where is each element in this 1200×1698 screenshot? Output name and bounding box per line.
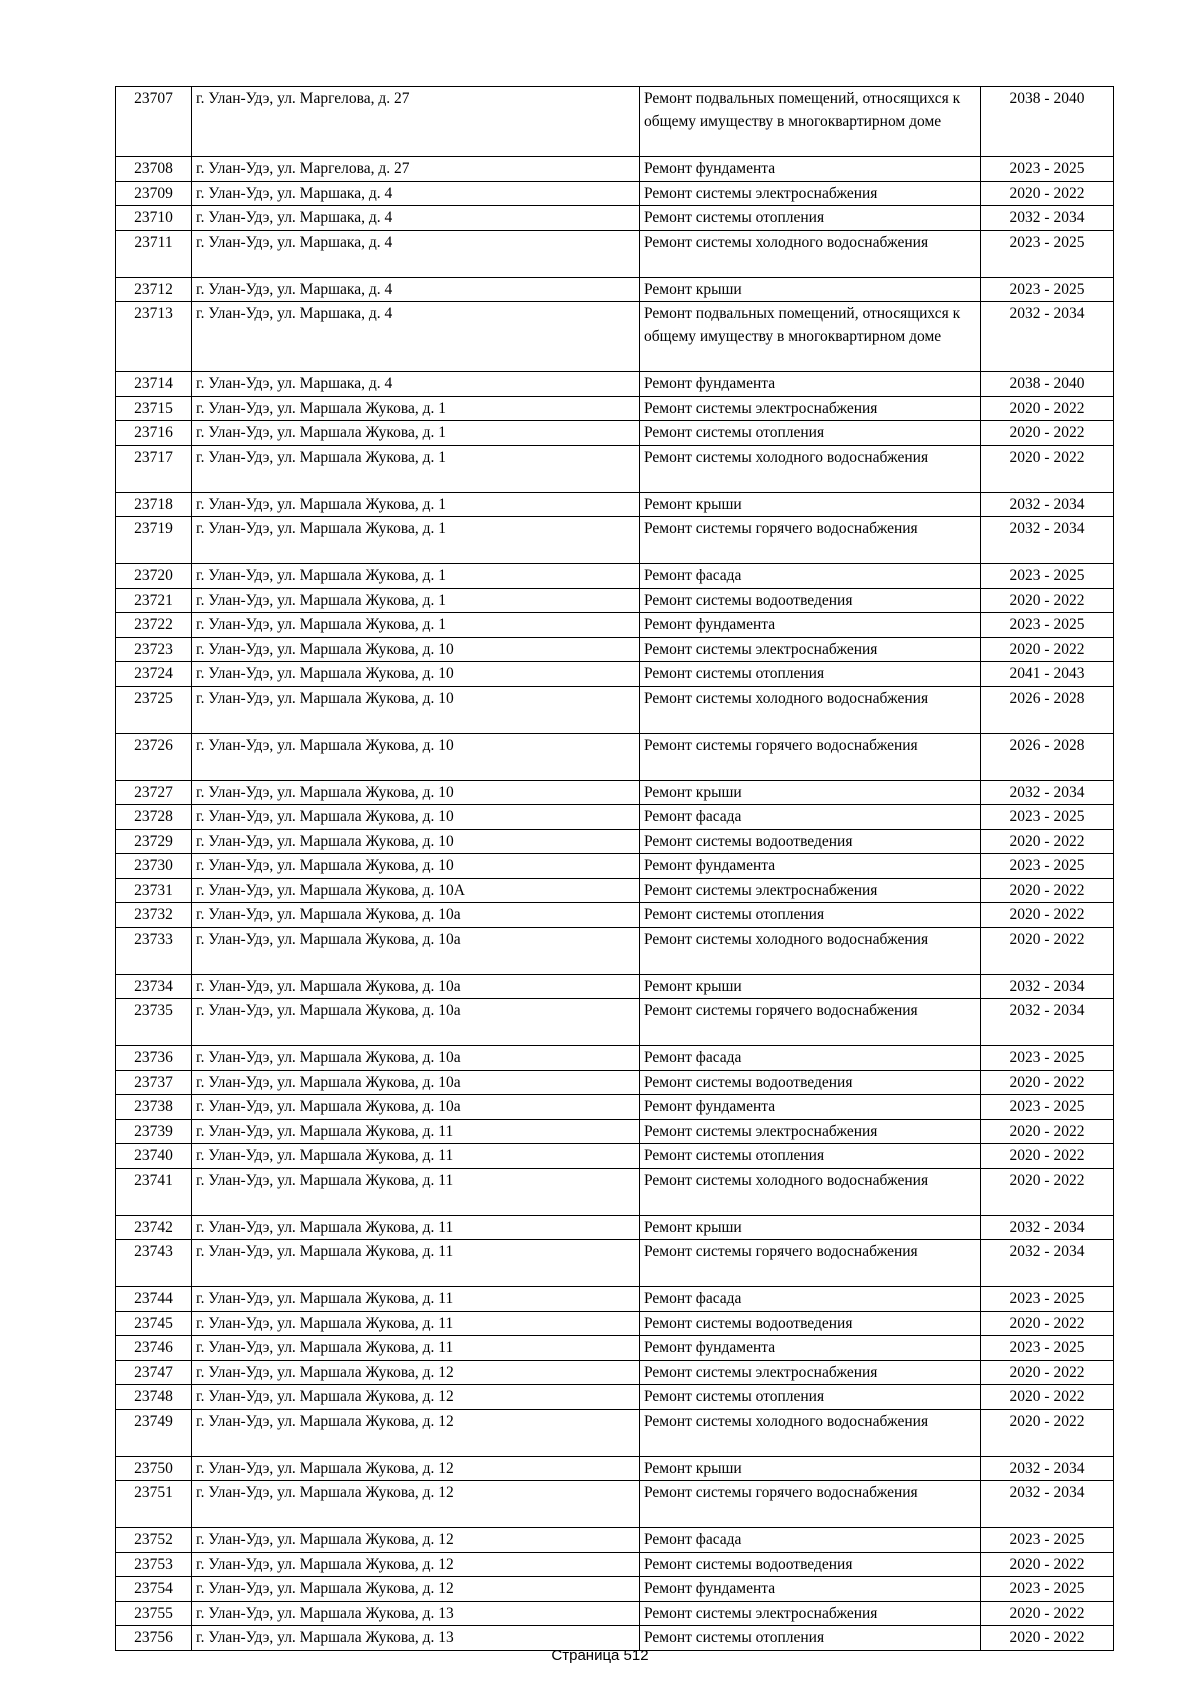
table-row (116, 903, 1114, 928)
table-row (116, 1240, 1114, 1287)
row-number-cell: 23742 (116, 1215, 192, 1240)
address-cell: г. Улан-Удэ, ул. Маршала Жукова, д. 13 (192, 1626, 640, 1651)
period-cell: 2038 - 2040 (981, 87, 1114, 157)
row-number-cell: 23732 (116, 903, 192, 928)
address-cell: г. Улан-Удэ, ул. Маршала Жукова, д. 1 (192, 445, 640, 492)
table-row (116, 421, 1114, 446)
work-type-cell: Ремонт системы электроснабжения (640, 878, 981, 903)
work-type-cell: Ремонт крыши (640, 1456, 981, 1481)
page-number: Страница 512 (551, 1647, 649, 1664)
address-cell: г. Улан-Удэ, ул. Маршала Жукова, д. 11 (192, 1240, 640, 1287)
row-number-cell: 23720 (116, 564, 192, 589)
table-row (116, 181, 1114, 206)
work-type-cell: Ремонт системы электроснабжения (640, 1119, 981, 1144)
row-number-cell: 23744 (116, 1287, 192, 1312)
period-cell: 2020 - 2022 (981, 588, 1114, 613)
row-number-cell: 23734 (116, 974, 192, 999)
work-type-cell: Ремонт фундамента (640, 372, 981, 397)
work-type-cell: Ремонт системы холодного водоснабжения (640, 1168, 981, 1215)
address-cell: г. Улан-Удэ, ул. Маршала Жукова, д. 10а (192, 903, 640, 928)
period-cell: 2032 - 2034 (981, 1481, 1114, 1528)
work-type-cell: Ремонт фундамента (640, 613, 981, 638)
address-cell: г. Улан-Удэ, ул. Маршала Жукова, д. 11 (192, 1287, 640, 1312)
address-cell: г. Улан-Удэ, ул. Маршала Жукова, д. 1 (192, 396, 640, 421)
period-cell: 2020 - 2022 (981, 829, 1114, 854)
table-row (116, 1287, 1114, 1312)
work-type-cell: Ремонт системы горячего водоснабжения (640, 1481, 981, 1528)
address-cell: г. Улан-Удэ, ул. Маршала Жукова, д. 12 (192, 1385, 640, 1410)
work-type-cell: Ремонт подвальных помещений, относящихся к общему имуществу в многоквартирном доме (640, 302, 981, 372)
address-cell: г. Улан-Удэ, ул. Маршала Жукова, д. 10а (192, 1046, 640, 1071)
address-cell: г. Улан-Удэ, ул. Маршала Жукова, д. 10 (192, 662, 640, 687)
table-row (116, 878, 1114, 903)
work-type-cell: Ремонт системы электроснабжения (640, 1601, 981, 1626)
work-type-cell: Ремонт фундамента (640, 1336, 981, 1361)
address-cell: г. Улан-Удэ, ул. Маршака, д. 4 (192, 277, 640, 302)
period-cell: 2032 - 2034 (981, 492, 1114, 517)
row-number-cell: 23719 (116, 517, 192, 564)
work-type-cell: Ремонт системы водоотведения (640, 1311, 981, 1336)
row-number-cell: 23755 (116, 1601, 192, 1626)
period-cell: 2032 - 2034 (981, 1456, 1114, 1481)
row-number-cell: 23721 (116, 588, 192, 613)
repair-schedule-table (115, 86, 1114, 1651)
table-row (116, 445, 1114, 492)
work-type-cell: Ремонт системы холодного водоснабжения (640, 230, 981, 277)
table-row (116, 662, 1114, 687)
address-cell: г. Улан-Удэ, ул. Маршала Жукова, д. 11 (192, 1215, 640, 1240)
table-row (116, 974, 1114, 999)
table-row (116, 927, 1114, 974)
row-number-cell: 23743 (116, 1240, 192, 1287)
period-cell: 2032 - 2034 (981, 206, 1114, 231)
period-cell: 2020 - 2022 (981, 1168, 1114, 1215)
row-number-cell: 23717 (116, 445, 192, 492)
address-cell: г. Улан-Удэ, ул. Маршала Жукова, д. 10 (192, 829, 640, 854)
period-cell: 2023 - 2025 (981, 1046, 1114, 1071)
row-number-cell: 23711 (116, 230, 192, 277)
row-number-cell: 23749 (116, 1409, 192, 1456)
address-cell: г. Улан-Удэ, ул. Маршала Жукова, д. 12 (192, 1577, 640, 1602)
row-number-cell: 23735 (116, 999, 192, 1046)
work-type-cell: Ремонт фундамента (640, 1095, 981, 1120)
work-type-cell: Ремонт фасада (640, 1046, 981, 1071)
address-cell: г. Улан-Удэ, ул. Маршака, д. 4 (192, 206, 640, 231)
row-number-cell: 23707 (116, 87, 192, 157)
period-cell: 2026 - 2028 (981, 686, 1114, 733)
period-cell: 2032 - 2034 (981, 302, 1114, 372)
address-cell: г. Улан-Удэ, ул. Маршала Жукова, д. 12 (192, 1360, 640, 1385)
address-cell: г. Улан-Удэ, ул. Маршала Жукова, д. 10 (192, 637, 640, 662)
table-row (116, 1311, 1114, 1336)
work-type-cell: Ремонт системы отопления (640, 1626, 981, 1651)
table-row (116, 1409, 1114, 1456)
period-cell: 2023 - 2025 (981, 564, 1114, 589)
table-row (116, 1119, 1114, 1144)
row-number-cell: 23746 (116, 1336, 192, 1361)
period-cell: 2023 - 2025 (981, 613, 1114, 638)
work-type-cell: Ремонт системы отопления (640, 662, 981, 687)
work-type-cell: Ремонт системы горячего водоснабжения (640, 1240, 981, 1287)
row-number-cell: 23747 (116, 1360, 192, 1385)
address-cell: г. Улан-Удэ, ул. Маршала Жукова, д. 10А (192, 878, 640, 903)
table-row (116, 637, 1114, 662)
period-cell: 2020 - 2022 (981, 1385, 1114, 1410)
period-cell: 2032 - 2034 (981, 517, 1114, 564)
address-cell: г. Улан-Удэ, ул. Маршала Жукова, д. 11 (192, 1144, 640, 1169)
period-cell: 2032 - 2034 (981, 974, 1114, 999)
period-cell: 2023 - 2025 (981, 230, 1114, 277)
table-row (116, 588, 1114, 613)
period-cell: 2023 - 2025 (981, 277, 1114, 302)
row-number-cell: 23730 (116, 854, 192, 879)
row-number-cell: 23738 (116, 1095, 192, 1120)
work-type-cell: Ремонт системы водоотведения (640, 1552, 981, 1577)
period-cell: 2032 - 2034 (981, 1240, 1114, 1287)
table-row (116, 805, 1114, 830)
address-cell: г. Улан-Удэ, ул. Маршала Жукова, д. 1 (192, 421, 640, 446)
address-cell: г. Улан-Удэ, ул. Маршала Жукова, д. 12 (192, 1481, 640, 1528)
table-row (116, 829, 1114, 854)
row-number-cell: 23709 (116, 181, 192, 206)
work-type-cell: Ремонт фундамента (640, 157, 981, 182)
work-type-cell: Ремонт фасада (640, 805, 981, 830)
period-cell: 2020 - 2022 (981, 1626, 1114, 1651)
row-number-cell: 23718 (116, 492, 192, 517)
address-cell: г. Улан-Удэ, ул. Маргелова, д. 27 (192, 87, 640, 157)
table-row (116, 1456, 1114, 1481)
address-cell: г. Улан-Удэ, ул. Маршала Жукова, д. 10 (192, 780, 640, 805)
address-cell: г. Улан-Удэ, ул. Маршала Жукова, д. 1 (192, 517, 640, 564)
row-number-cell: 23748 (116, 1385, 192, 1410)
period-cell: 2038 - 2040 (981, 372, 1114, 397)
address-cell: г. Улан-Удэ, ул. Маршала Жукова, д. 11 (192, 1336, 640, 1361)
address-cell: г. Улан-Удэ, ул. Маршала Жукова, д. 1 (192, 588, 640, 613)
work-type-cell: Ремонт системы холодного водоснабжения (640, 1409, 981, 1456)
period-cell: 2020 - 2022 (981, 1601, 1114, 1626)
work-type-cell: Ремонт крыши (640, 492, 981, 517)
row-number-cell: 23712 (116, 277, 192, 302)
row-number-cell: 23737 (116, 1070, 192, 1095)
work-type-cell: Ремонт системы электроснабжения (640, 637, 981, 662)
row-number-cell: 23722 (116, 613, 192, 638)
work-type-cell: Ремонт системы отопления (640, 1144, 981, 1169)
table-row (116, 1385, 1114, 1410)
period-cell: 2041 - 2043 (981, 662, 1114, 687)
period-cell: 2023 - 2025 (981, 1577, 1114, 1602)
row-number-cell: 23727 (116, 780, 192, 805)
work-type-cell: Ремонт фасада (640, 564, 981, 589)
row-number-cell: 23731 (116, 878, 192, 903)
period-cell: 2023 - 2025 (981, 805, 1114, 830)
table-row (116, 372, 1114, 397)
row-number-cell: 23739 (116, 1119, 192, 1144)
address-cell: г. Улан-Удэ, ул. Маршала Жукова, д. 11 (192, 1168, 640, 1215)
row-number-cell: 23710 (116, 206, 192, 231)
period-cell: 2020 - 2022 (981, 396, 1114, 421)
address-cell: г. Улан-Удэ, ул. Маршала Жукова, д. 1 (192, 564, 640, 589)
table-row (116, 1046, 1114, 1071)
address-cell: г. Улан-Удэ, ул. Маршала Жукова, д. 11 (192, 1119, 640, 1144)
period-cell: 2020 - 2022 (981, 637, 1114, 662)
period-cell: 2020 - 2022 (981, 181, 1114, 206)
work-type-cell: Ремонт системы отопления (640, 206, 981, 231)
table-row (116, 1144, 1114, 1169)
row-number-cell: 23723 (116, 637, 192, 662)
table-row (116, 277, 1114, 302)
period-cell: 2020 - 2022 (981, 1119, 1114, 1144)
work-type-cell: Ремонт крыши (640, 780, 981, 805)
table-row (116, 613, 1114, 638)
work-type-cell: Ремонт системы водоотведения (640, 829, 981, 854)
address-cell: г. Улан-Удэ, ул. Маршака, д. 4 (192, 372, 640, 397)
period-cell: 2032 - 2034 (981, 1215, 1114, 1240)
work-type-cell: Ремонт крыши (640, 277, 981, 302)
row-number-cell: 23716 (116, 421, 192, 446)
work-type-cell: Ремонт фундамента (640, 1577, 981, 1602)
work-type-cell: Ремонт системы отопления (640, 421, 981, 446)
table-row (116, 1481, 1114, 1528)
address-cell: г. Улан-Удэ, ул. Маршала Жукова, д. 12 (192, 1552, 640, 1577)
row-number-cell: 23756 (116, 1626, 192, 1651)
work-type-cell: Ремонт системы горячего водоснабжения (640, 999, 981, 1046)
address-cell: г. Улан-Удэ, ул. Маршала Жукова, д. 12 (192, 1528, 640, 1553)
row-number-cell: 23733 (116, 927, 192, 974)
table-row (116, 686, 1114, 733)
period-cell: 2023 - 2025 (981, 1528, 1114, 1553)
period-cell: 2020 - 2022 (981, 1070, 1114, 1095)
period-cell: 2020 - 2022 (981, 927, 1114, 974)
period-cell: 2026 - 2028 (981, 733, 1114, 780)
work-type-cell: Ремонт фасада (640, 1528, 981, 1553)
period-cell: 2023 - 2025 (981, 1095, 1114, 1120)
address-cell: г. Улан-Удэ, ул. Маршала Жукова, д. 13 (192, 1601, 640, 1626)
work-type-cell: Ремонт системы водоотведения (640, 588, 981, 613)
address-cell: г. Улан-Удэ, ул. Маршала Жукова, д. 10а (192, 1070, 640, 1095)
period-cell: 2032 - 2034 (981, 780, 1114, 805)
address-cell: г. Улан-Удэ, ул. Маршала Жукова, д. 1 (192, 613, 640, 638)
table-row (116, 492, 1114, 517)
period-cell: 2020 - 2022 (981, 1144, 1114, 1169)
table-row (116, 517, 1114, 564)
address-cell: г. Улан-Удэ, ул. Маршала Жукова, д. 1 (192, 492, 640, 517)
table-row (116, 1336, 1114, 1361)
table-row (116, 1215, 1114, 1240)
row-number-cell: 23752 (116, 1528, 192, 1553)
row-number-cell: 23726 (116, 733, 192, 780)
row-number-cell: 23736 (116, 1046, 192, 1071)
table-row (116, 230, 1114, 277)
address-cell: г. Улан-Удэ, ул. Маршака, д. 4 (192, 230, 640, 277)
table-row (116, 1601, 1114, 1626)
period-cell: 2023 - 2025 (981, 1336, 1114, 1361)
table-row (116, 1528, 1114, 1553)
row-number-cell: 23751 (116, 1481, 192, 1528)
table-row (116, 1552, 1114, 1577)
row-number-cell: 23729 (116, 829, 192, 854)
work-type-cell: Ремонт системы отопления (640, 1385, 981, 1410)
table-row (116, 302, 1114, 372)
row-number-cell: 23728 (116, 805, 192, 830)
address-cell: г. Улан-Удэ, ул. Маршака, д. 4 (192, 181, 640, 206)
work-type-cell: Ремонт системы отопления (640, 903, 981, 928)
address-cell: г. Улан-Удэ, ул. Маршала Жукова, д. 10 (192, 854, 640, 879)
period-cell: 2020 - 2022 (981, 903, 1114, 928)
row-number-cell: 23725 (116, 686, 192, 733)
address-cell: г. Улан-Удэ, ул. Маршала Жукова, д. 10а (192, 999, 640, 1046)
period-cell: 2020 - 2022 (981, 1552, 1114, 1577)
table-row (116, 999, 1114, 1046)
address-cell: г. Улан-Удэ, ул. Маршала Жукова, д. 10а (192, 974, 640, 999)
period-cell: 2020 - 2022 (981, 421, 1114, 446)
address-cell: г. Улан-Удэ, ул. Маршала Жукова, д. 10 (192, 686, 640, 733)
period-cell: 2023 - 2025 (981, 1287, 1114, 1312)
table-row (116, 1168, 1114, 1215)
row-number-cell: 23715 (116, 396, 192, 421)
address-cell: г. Улан-Удэ, ул. Маршала Жукова, д. 10 (192, 733, 640, 780)
address-cell: г. Улан-Удэ, ул. Маршала Жукова, д. 12 (192, 1456, 640, 1481)
row-number-cell: 23741 (116, 1168, 192, 1215)
table-row (116, 87, 1114, 157)
table-row (116, 1577, 1114, 1602)
work-type-cell: Ремонт фасада (640, 1287, 981, 1312)
address-cell: г. Улан-Удэ, ул. Маршала Жукова, д. 10а (192, 927, 640, 974)
address-cell: г. Улан-Удэ, ул. Маршала Жукова, д. 10а (192, 1095, 640, 1120)
work-type-cell: Ремонт крыши (640, 974, 981, 999)
work-type-cell: Ремонт системы водоотведения (640, 1070, 981, 1095)
row-number-cell: 23745 (116, 1311, 192, 1336)
row-number-cell: 23714 (116, 372, 192, 397)
table-row (116, 396, 1114, 421)
work-type-cell: Ремонт системы горячего водоснабжения (640, 517, 981, 564)
work-type-cell: Ремонт подвальных помещений, относящихся к общему имуществу в многоквартирном доме (640, 87, 981, 157)
period-cell: 2020 - 2022 (981, 1360, 1114, 1385)
work-type-cell: Ремонт системы горячего водоснабжения (640, 733, 981, 780)
period-cell: 2032 - 2034 (981, 999, 1114, 1046)
table-row (116, 157, 1114, 182)
work-type-cell: Ремонт системы холодного водоснабжения (640, 686, 981, 733)
row-number-cell: 23750 (116, 1456, 192, 1481)
row-number-cell: 23713 (116, 302, 192, 372)
table-row (116, 206, 1114, 231)
table-row (116, 1095, 1114, 1120)
address-cell: г. Улан-Удэ, ул. Маршака, д. 4 (192, 302, 640, 372)
address-cell: г. Улан-Удэ, ул. Маршала Жукова, д. 12 (192, 1409, 640, 1456)
row-number-cell: 23753 (116, 1552, 192, 1577)
address-cell: г. Улан-Удэ, ул. Маршала Жукова, д. 10 (192, 805, 640, 830)
period-cell: 2020 - 2022 (981, 1311, 1114, 1336)
period-cell: 2020 - 2022 (981, 1409, 1114, 1456)
work-type-cell: Ремонт крыши (640, 1215, 981, 1240)
row-number-cell: 23740 (116, 1144, 192, 1169)
table-row (116, 564, 1114, 589)
row-number-cell: 23708 (116, 157, 192, 182)
period-cell: 2020 - 2022 (981, 878, 1114, 903)
period-cell: 2023 - 2025 (981, 854, 1114, 879)
row-number-cell: 23724 (116, 662, 192, 687)
work-type-cell: Ремонт системы электроснабжения (640, 396, 981, 421)
table-row (116, 1070, 1114, 1095)
table-body (116, 87, 1114, 1651)
work-type-cell: Ремонт системы холодного водоснабжения (640, 927, 981, 974)
table-row (116, 854, 1114, 879)
table-row (116, 733, 1114, 780)
period-cell: 2023 - 2025 (981, 157, 1114, 182)
work-type-cell: Ремонт системы электроснабжения (640, 181, 981, 206)
address-cell: г. Улан-Удэ, ул. Маршала Жукова, д. 11 (192, 1311, 640, 1336)
table-row (116, 780, 1114, 805)
work-type-cell: Ремонт системы электроснабжения (640, 1360, 981, 1385)
work-type-cell: Ремонт фундамента (640, 854, 981, 879)
work-type-cell: Ремонт системы холодного водоснабжения (640, 445, 981, 492)
period-cell: 2020 - 2022 (981, 445, 1114, 492)
row-number-cell: 23754 (116, 1577, 192, 1602)
address-cell: г. Улан-Удэ, ул. Маргелова, д. 27 (192, 157, 640, 182)
table-row (116, 1360, 1114, 1385)
